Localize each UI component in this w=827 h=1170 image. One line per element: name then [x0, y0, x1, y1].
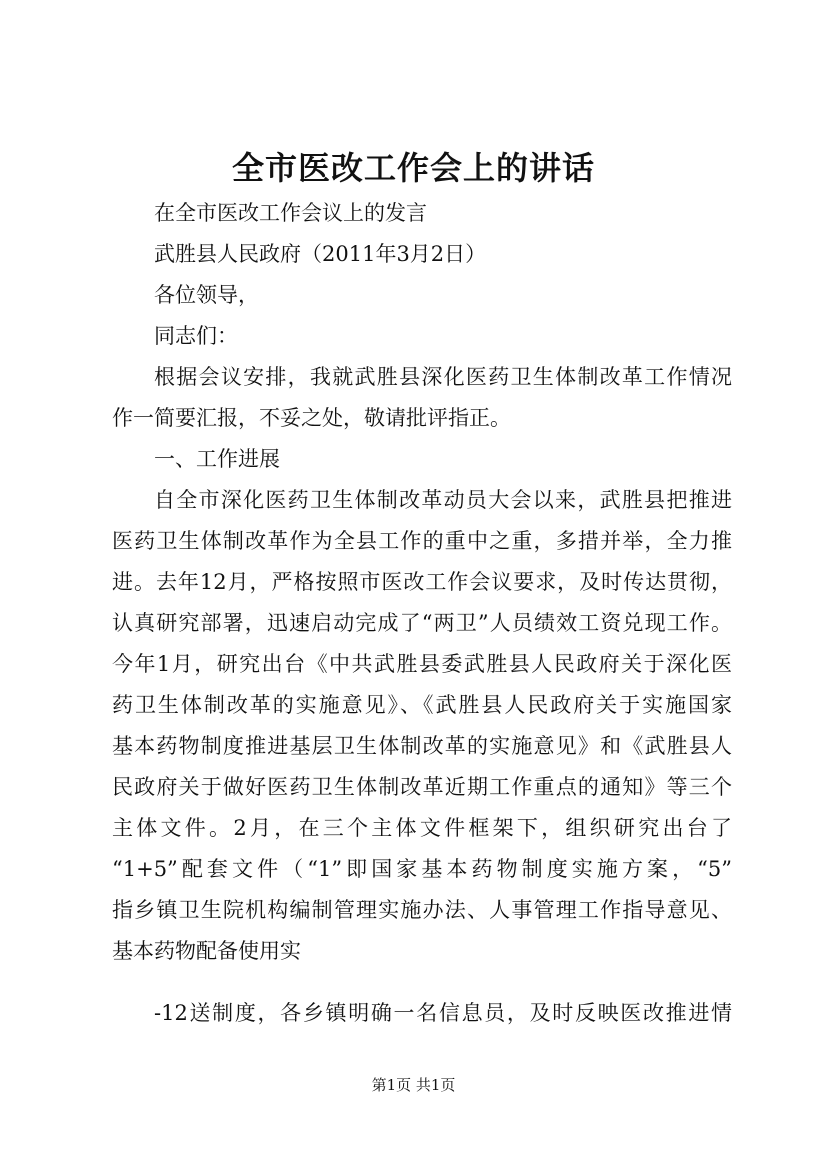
- page-footer: 第1页 共1页: [371, 1076, 456, 1094]
- paragraph-line-6: 药卫生体制改革的实施意见》、《武胜县人民政府关于实施国家: [112, 693, 732, 717]
- subtitle-line: 在全市医改工作会议上的发言: [154, 201, 427, 225]
- paragraph-line-5: 今年1月，研究出台《中共武胜县委武胜县人民政府关于深化医: [112, 652, 732, 676]
- paragraph-line-12: 基本药物配备使用实: [112, 939, 301, 963]
- continuation-line: -12送制度，各乡镇明确一名信息员，及时反映医改推进情: [154, 1001, 732, 1025]
- salutation-comrades: 同志们：: [154, 324, 238, 348]
- paragraph-line-9: 主体文件。2月，在三个主体文件框架下，组织研究出台了: [112, 816, 732, 840]
- intro-line-1: 根据会议安排，我就武胜县深化医药卫生体制改革工作情况: [154, 365, 732, 389]
- paragraph-line-1: 自全市深化医药卫生体制改革动员大会以来，武胜县把推进: [154, 488, 732, 512]
- intro-line-2: 作一简要汇报，不妥之处，敬请批评指正。: [112, 406, 511, 430]
- paragraph-line-3: 进。去年12月，严格按照市医改工作会议要求，及时传达贯彻，: [112, 570, 732, 594]
- paragraph-line-2: 医药卫生体制改革作为全县工作的重中之重，多措并举，全力推: [112, 529, 732, 553]
- issuer-line: 武胜县人民政府（2011年3月2日）: [154, 242, 487, 266]
- section-heading: 一、工作进展: [154, 447, 280, 471]
- paragraph-line-7: 基本药物制度推进基层卫生体制改革的实施意见》和《武胜县人: [112, 734, 732, 758]
- paragraph-line-11: 指乡镇卫生院机构编制管理实施办法、人事管理工作指导意见、: [112, 898, 732, 922]
- paragraph-line-4: 认真研究部署，迅速启动完成了“两卫”人员绩效工资兑现工作。: [112, 611, 732, 635]
- document-title: 全市医改工作会上的讲话: [231, 149, 595, 187]
- paragraph-line-8: 民政府关于做好医药卫生体制改革近期工作重点的通知》等三个: [112, 775, 732, 799]
- paragraph-line-10: “1+5”配套文件（“1”即国家基本药物制度实施方案，“5”: [112, 857, 732, 881]
- salutation-leaders: 各位领导，: [154, 283, 259, 307]
